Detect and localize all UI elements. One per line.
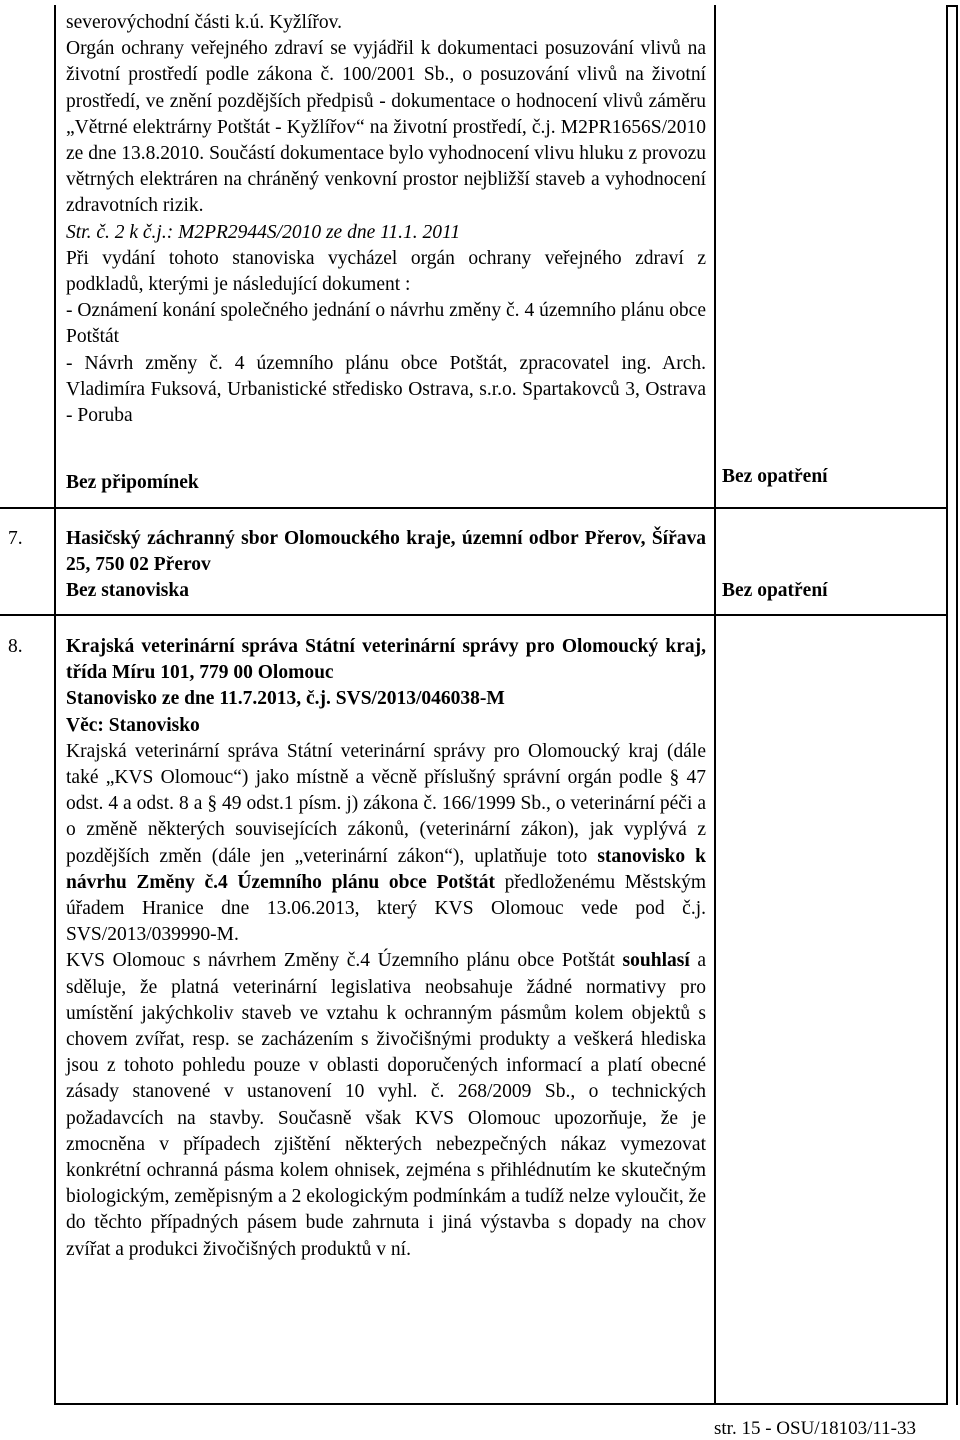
table-left-border — [54, 5, 56, 1405]
row8-paragraph-1 — [66, 739, 706, 949]
row-divider-6-7 — [0, 507, 948, 509]
row8-number: 8. — [8, 636, 23, 657]
page-footer: str. 15 - OSU/18103/11-33 — [714, 1418, 916, 1439]
page-right-edge — [956, 5, 958, 1405]
row8-paragraph-2 — [66, 948, 706, 1262]
row6-content — [66, 10, 706, 429]
row8-para2-text-end: a sděluje, že platná veterinární legislativa neobsahuje žádné normativy pro umístění jakýchkoliv staveb ve vztahu k ochranným pásmům kolem objektů s chovem zvířat, resp. se zacházením s živočišnými produkty a veškerá hlediska jsou z tohoto pohledu pouze v oblasti doporučených informací a platí obecné zásady stanovené v ustanovení 10 vyhl. č. 268/2009 Sb., o technických požadavcích na stavby. Současně však KVS Olomouc upozorňuje, že je zmocněna v případech zjištění některých nebezpečných nákaz vymezovat konkrétní ochranná pásma kolem ohnisek, zejména s přihlédnutím ke skutečným biologickým, zeměpisným a 2 ekologickým podmínkám a tudíž nelze vyloučit, že do těchto případných pásem bude zahrnuta i jiná výstavba s dopady na chov zvířat a produkci živočišných produktů v ní. — [66, 950, 707, 1260]
row6-basis-paragraph: Při vydání tohoto stanoviska vycházel orgán ochrany veřejného zdraví z podkladů, kterými je následující dokument : — [66, 247, 706, 296]
row8-para1-text: Krajská veterinární správa Státní veterinární správy pro Olomoucký kraj (dále také „KVS Olomouc“) jako místně a věcně příslušný správní orgán podle § 47 odst. 4 a odst. 8 a § 49 odst.1 písm. j) zákona č. 166/1999 Sb., o veterinární péči a o změně některých souvisejících zákonů, (veterinární zákon), jak vyplývá z pozdějších změn (dále jen „veterinární zákon“), uplatňuje toto — [66, 740, 706, 867]
row7-content — [66, 526, 706, 605]
row7-result: Bez stanoviska — [66, 580, 189, 602]
row8-para1-text-end: předloženému Městským úřadem Hranice dne 13.06.2013, který KVS Olomouc vede pod č.j. SVS/2013/039990-M. — [66, 871, 706, 946]
row6-reference: Str. č. 2 k č.j.: M2PR2944S/2010 ze dne 11.1. 2011 — [66, 221, 461, 243]
row-divider-7-8 — [0, 614, 948, 616]
row6-response: Bez opatření — [722, 466, 828, 487]
row6-result: Bez připomínek — [66, 472, 199, 493]
row8-statement-ref: Stanovisko ze dne 11.7.2013, č.j. SVS/2013/046038-M — [66, 688, 505, 710]
row7-number: 7. — [8, 528, 23, 549]
row8-title: Krajská veterinární správa Státní veterinární správy pro Olomoucký kraj, třída Míru 101, 779 00 Olomouc — [66, 636, 706, 684]
row7-response: Bez opatření — [722, 580, 828, 601]
row8-content — [66, 634, 706, 1263]
table-column-divider — [714, 5, 716, 1405]
row7-title: Hasičský záchranný sbor Olomouckého kraje, územní odbor Přerov, Šířava 25, 750 02 Přerov — [66, 528, 706, 576]
row6-line-location: severovýchodní části k.ú. Kyžlířov. — [66, 12, 342, 33]
row8-subject: Věc: Stanovisko — [66, 714, 200, 736]
row6-document-1: - Oznámení konání společného jednání o návrhu změny č. 4 územního plánu obce Potštát — [66, 300, 706, 348]
row8-para2-text: KVS Olomouc s návrhem Změny č.4 Územního plánu obce Potštát — [66, 950, 615, 972]
table-bottom-border — [54, 1403, 948, 1405]
row6-assessment-paragraph: Orgán ochrany veřejného zdraví se vyjádřil k dokumentaci posuzování vlivů na životní prostředí podle zákona č. 100/2001 Sb., o posuzování vlivů na životní prostředí, ve znění pozdějších předpisů - dokumentace o hodnocení vlivů záměru „Větrné elektrárny Potštát - Kyžlířov“ na životní prostředí, č.j. M2PR1656S/2010 ze dne 13.8.2010. Součástí dokumentace bylo vyhodnocení vlivu hluku z provozu větrných elektráren na chráněný venkovní prostor nejbližší staveb a vyhodnocení zdravotních rizik. — [66, 38, 706, 217]
row8-para1-bold: stanovisko k návrhu Změny č.4 Územního plánu obce Potštát — [66, 845, 707, 893]
row6-document-2: - Návrh změny č. 4 územního plánu obce Potštát, zpracovatel ing. Arch. Vladimíra Fuksová, Urbanistické středisko Ostrava, s.r.o. Spartakovců 3, Ostrava - Poruba — [66, 352, 706, 427]
row8-para2-bold: souhlasí — [622, 950, 690, 972]
table-right-border — [946, 5, 948, 1405]
